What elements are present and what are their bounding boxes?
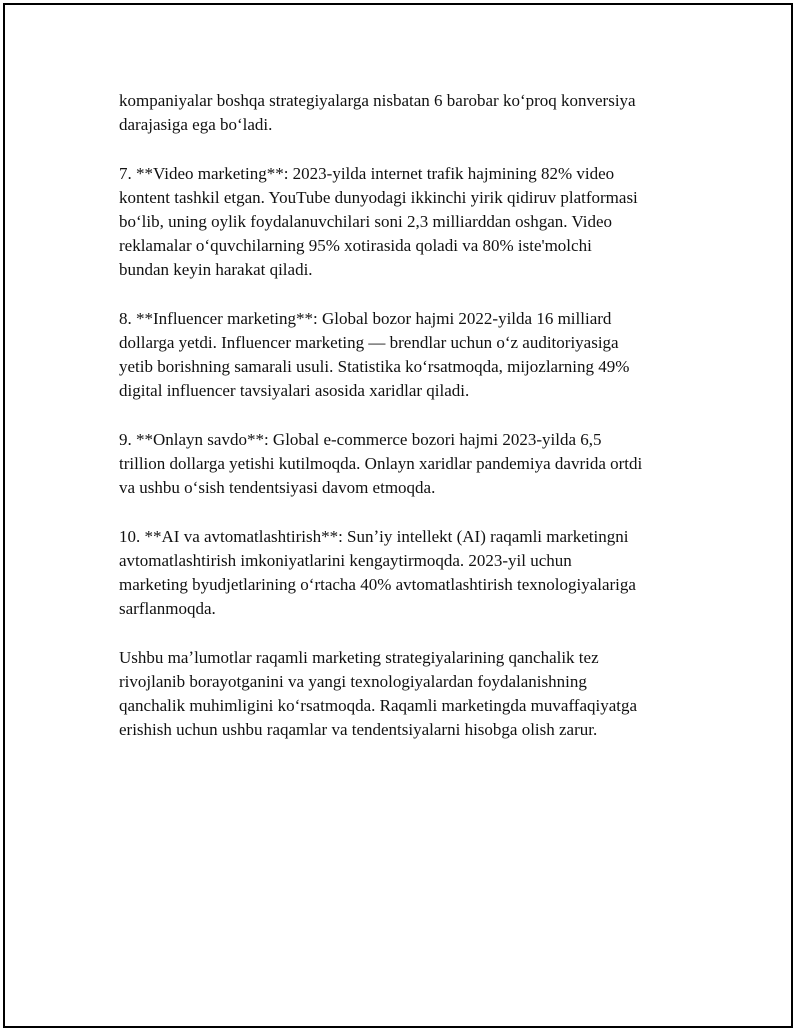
document-body: [119, 89, 694, 767]
text-line: 8. **Influencer marketing**: Global bozor hajmi 2022-yilda 16 milliard: [119, 308, 612, 328]
text-line: sarflanmoqda.: [119, 599, 216, 619]
text-line: Ushbu maʼlumotlar raqamli marketing strategiyalarining qanchalik tez: [119, 647, 599, 667]
paragraph-video-marketing: [119, 162, 694, 283]
text-line: dollarga yetdi. Influencer marketing — brendlar uchun oʻz auditoriyasiga: [119, 333, 619, 352]
paragraph-influencer-marketing: [119, 307, 694, 404]
paragraph-conclusion: [119, 646, 694, 743]
text-line: 7. **Video marketing**: 2023-yilda internet trafik hajmining 82% video: [119, 163, 615, 183]
text-line: erishish uchun ushbu raqamlar va tendentsiyalarni hisobga olish zarur.: [119, 720, 598, 740]
text-line: reklamalar oʻquvchilarning 95% xotirasida qoladi va 80% iste'molchi: [119, 236, 592, 256]
text-line: trillion dollarga yetishi kutilmoqda. Onlayn xaridlar pandemiya davrida ortdi: [119, 454, 643, 473]
text-line: rivojlanib borayotganini va yangi texnologiyalardan foydalanishning: [119, 671, 587, 691]
text-line: 10. **AI va avtomatlashtirish**: Sunʼiy intellekt (AI) raqamli marketingni: [119, 526, 629, 546]
text-line: marketing byudjetlarining oʻrtacha 40% avtomatlashtirish texnologiyalariga: [119, 575, 636, 594]
text-line: qanchalik muhimligini koʻrsatmoqda. Raqamli marketingda muvaffaqiyatga: [119, 696, 638, 715]
text-line: darajasiga ega boʻladi.: [119, 115, 273, 135]
text-line: kontent tashkil etgan. YouTube dunyodagi ikkinchi yirik qidiruv platformasi: [119, 187, 638, 207]
text-line: yetib borishning samarali usuli. Statistika koʻrsatmoqda, mijozlarning 49%: [119, 357, 630, 377]
paragraph-ai-automation: [119, 525, 694, 622]
text-line: avtomatlashtirish imkoniyatlarini kengaytirmoqda. 2023-yil uchun: [119, 550, 572, 570]
text-line: kompaniyalar boshqa strategiyalarga nisbatan 6 barobar koʻproq konversiya: [119, 91, 636, 110]
text-line: va ushbu oʻsish tendentsiyasi davom etmoqda.: [119, 478, 436, 498]
document-page: [3, 3, 793, 1028]
text-line: 9. **Onlayn savdo**: Global e-commerce bozori hajmi 2023-yilda 6,5: [119, 429, 602, 449]
paragraph-online-sales: [119, 428, 694, 501]
text-line: boʻlib, uning oylik foydalanuvchilari soni 2,3 milliarddan oshgan. Video: [119, 212, 613, 231]
paragraph-conversion: [119, 89, 694, 137]
text-line: bundan keyin harakat qiladi.: [119, 260, 313, 280]
text-line: digital influencer tavsiyalari asosida xaridlar qiladi.: [119, 381, 470, 401]
